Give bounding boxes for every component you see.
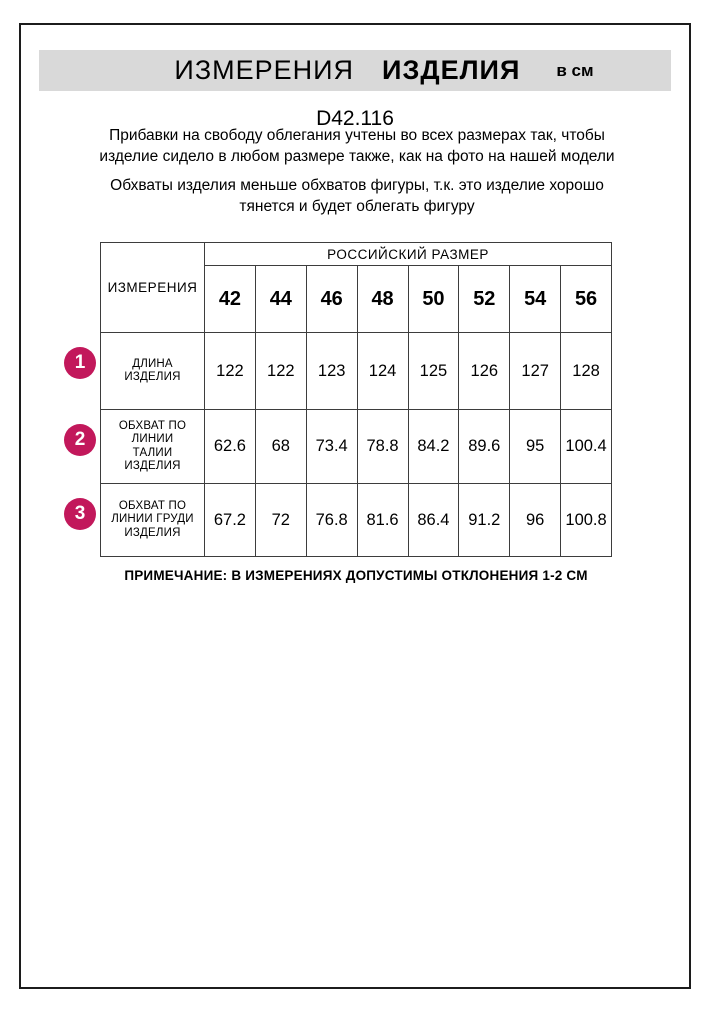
size-header: 52 [459,266,510,333]
cell-value: 91.2 [459,484,510,557]
tolerance-note: ПРИМЕЧАНИЕ: В ИЗМЕРЕНИЯХ ДОПУСТИМЫ ОТКЛОНЕНИЯ 1-2 СМ [124,568,588,583]
cell-value: 84.2 [408,410,459,484]
row-marker-2: 2 [64,424,96,456]
cell-value: 89.6 [459,410,510,484]
header-band [39,50,671,91]
cell-value: 76.8 [306,484,357,557]
header-word-product: ИЗДЕЛИЯ [382,55,521,85]
measurements-table [100,242,612,557]
paragraph-fit-allowances: Прибавки на свободу облегания учтены во всех размерах так, чтобы изделие сидело в любом размере также, как на фото на нашей модели [99,127,615,165]
cell-value: 122 [255,333,306,410]
cell-value: 72 [255,484,306,557]
row-label-chest [101,484,205,557]
cell-value: 126 [459,333,510,410]
cell-value: 123 [306,333,357,410]
cell-value: 100.4 [561,410,612,484]
header-word-measurements: ИЗМЕРЕНИЯ [174,55,355,85]
cell-value: 127 [510,333,561,410]
size-header: 44 [255,266,306,333]
cell-value: 125 [408,333,459,410]
row-label-text: ДЛИНА ИЗДЕЛИЯ [124,357,181,383]
row-label-text: ОБХВАТ ПО ЛИНИИ ГРУДИ ИЗДЕЛИЯ [111,499,194,539]
cell-value: 124 [357,333,408,410]
size-header: 56 [561,266,612,333]
cell-value: 86.4 [408,484,459,557]
size-header: 46 [306,266,357,333]
cell-value: 95 [510,410,561,484]
cell-value: 128 [561,333,612,410]
row-marker-3: 3 [64,498,96,530]
row-label-length [101,333,205,410]
paragraph-stretch-note: Обхваты изделия меньше обхватов фигуры, т.к. это изделие хорошо тянется и будет облегать фигуру [110,177,604,215]
size-group-header: РОССИЙСКИЙ РАЗМЕР [205,243,612,266]
row-marker-1: 1 [64,347,96,379]
table-header-row [101,243,612,266]
cell-value: 73.4 [306,410,357,484]
cell-value: 100.8 [561,484,612,557]
table-row-chest [101,484,612,557]
page-sheet [19,23,691,989]
header-unit-label: в см [556,60,594,80]
cell-value: 68 [255,410,306,484]
row-label-text: ОБХВАТ ПО ЛИНИИ ТАЛИИ ИЗДЕЛИЯ [118,419,187,472]
cell-value: 122 [205,333,256,410]
model-code: D42.116 [316,107,394,130]
cell-value: 81.6 [357,484,408,557]
corner-header-cell: ИЗМЕРЕНИЯ [101,243,205,333]
description-paragraphs [85,125,629,225]
cell-value: 96 [510,484,561,557]
cell-value: 67.2 [205,484,256,557]
size-header: 42 [205,266,256,333]
cell-value: 78.8 [357,410,408,484]
cell-value: 62.6 [205,410,256,484]
table-row-length [101,333,612,410]
row-label-waist [101,410,205,484]
size-header: 48 [357,266,408,333]
size-header: 50 [408,266,459,333]
size-header: 54 [510,266,561,333]
table-row-waist [101,410,612,484]
